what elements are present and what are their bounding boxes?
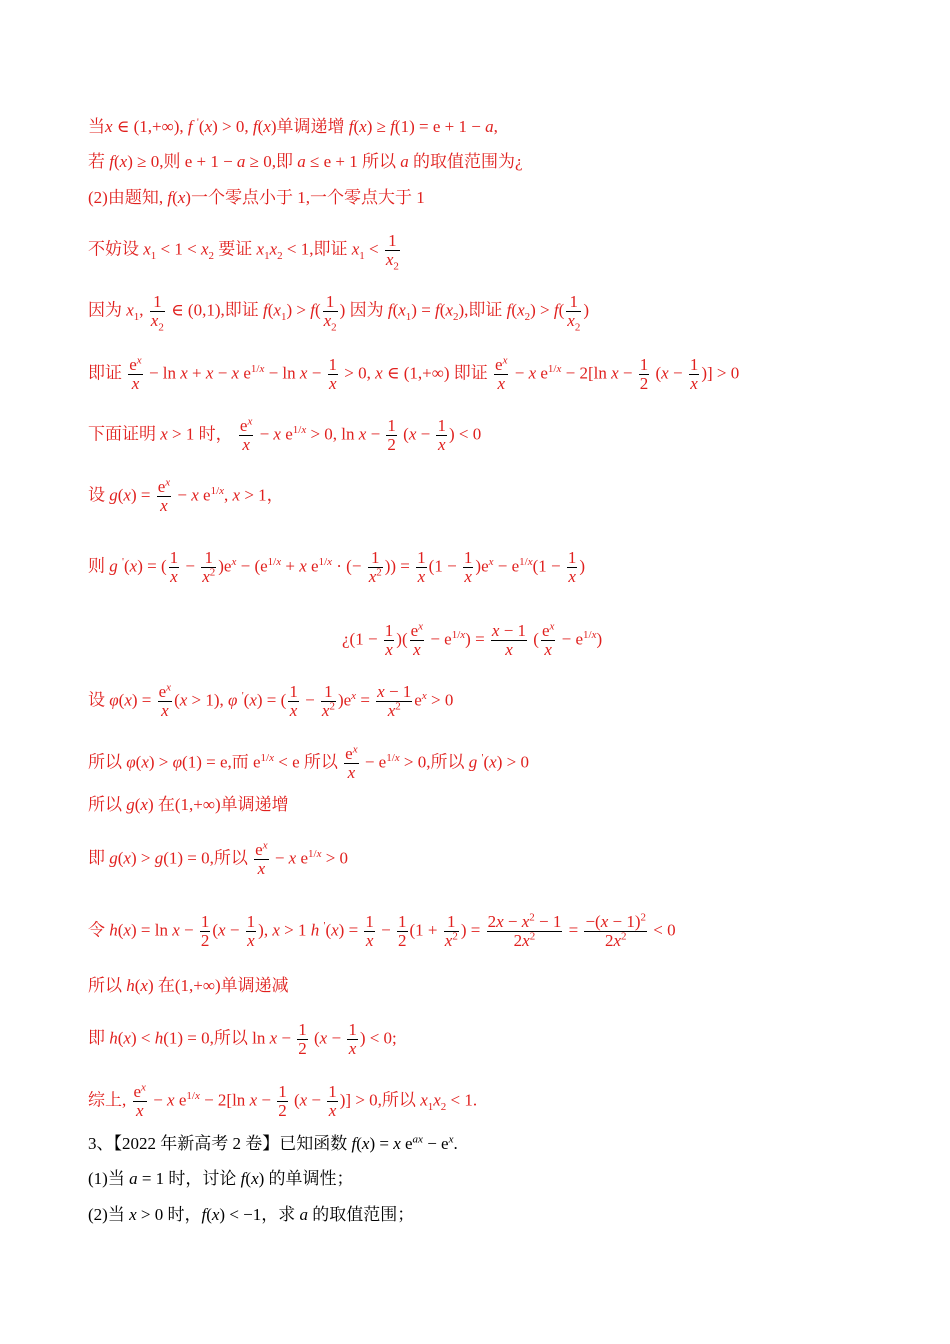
- text-line: 因为 $x_1$, $\frac{1}{x_2}$ ∈ (0,1),即证 $f(x_1) > f$( $\frac{1}{x_2}$ ) 因为 $f(x_1) = f(x_2)$,即证 $f(x_2) > f$( $\frac{1}{x_2}$ ): [88, 292, 589, 334]
- text-line: 所以 g(x) 在(1,+∞)单调递增: [88, 795, 289, 814]
- text-line: (2)由题知, f(x)一个零点小于 1,一个零点大于 1: [88, 188, 425, 207]
- text-line: 综上, $\frac{e^x}{x}$ − x $e^{1/x} - 2[\ln$ x − $\frac{1}{2}$ (x − $\frac{1}{x}$ )] > 0,所以 $x_1x_2 < 1$.: [88, 1081, 478, 1120]
- text-line: 3、【2022 年新高考 2 卷】已知函数 f(x) = x $e^{ax} - e^x$.: [88, 1133, 458, 1153]
- text-line: 若 f(x) ≥ 0,则 e + 1 − a ≥ 0,即 a ≤ e + 1 所以 a 的取值范围为¿: [88, 152, 523, 171]
- text-line: 当x ∈ (1,+∞), f '(x) > 0, f(x)单调递增 f(x) ≥ f(1) = e + 1 − a,: [88, 116, 498, 136]
- text-line: (1)当 a = 1 时，讨论 f(x) 的单调性；: [88, 1169, 354, 1188]
- text-line: (2)当 x > 0 时，f(x) < −1，求 a 的取值范围；: [88, 1205, 415, 1224]
- text-line: 所以 h(x) 在(1,+∞)单调递减: [88, 976, 289, 995]
- text-line: 即 h(x) < h(1) = 0,所以 ln x − $\frac{1}{2}$ (x − $\frac{1}{x}$ ) < 0;: [88, 1020, 397, 1058]
- text-line: 即 g(x) > g(1) = 0,所以 $\frac{e^x}{x}$ − x $e^{1/x} > 0$: [88, 839, 349, 878]
- text-line: ¿(1 − $\frac{1}{x}$ )( $\frac{e^x}{x}$ − $e^{1/x}$) = $\frac{x - 1}{x}$ ( $\frac{e^x}{x}$ − $e^{1/x}$): [342, 620, 603, 659]
- text-line: 令 h(x) = ln x − $\frac{1}{2}$ (x − $\frac{1}{x}$ ), x > 1 h '(x) = $\frac{1}{x}$ − $\frac{1}{2}$ (1 + $\frac{1}{x^2}$ ) = $\frac{2x - x^2 - 1}{2x^2}$ = $\frac{-(x - 1)^2}{2x^2}$ < 0: [88, 911, 676, 950]
- text-line: 不妨设 $x_1 < 1 < x_2$ 要证 $x_1x_2 < 1$,即证 $x_1$ < $\frac{1}{x_2}$: [88, 231, 399, 273]
- text-line: 即证 $\frac{e^x}{x}$ − ln x + x − x $e^{1/x} - \ln x$ − $\frac{1}{x}$ > 0, x ∈ (1,+∞) 即证 $\frac{e^x}{x}$ − x $e^{1/x} - 2[\ln$ x − $\frac{1}{2}$ (x − $\frac{1}{x}$ )] > 0: [88, 354, 740, 393]
- text-line: 下面证明 x > 1 时， $\frac{e^x}{x}$ − x $e^{1/x} > 0$, ln x − $\frac{1}{2}$ (x − $\frac{1}{x}$ ) < 0: [88, 415, 482, 454]
- text-line: 设 g(x) = $\frac{e^x}{x}$ − x $e^{1/x}$, x > 1，: [88, 476, 284, 515]
- text-line: 则 g '(x) = ( $\frac{1}{x}$ − $\frac{1}{x^2}$ )$e^x - (e^{1/x} + x$ $e^{1/x}$ · (− $\frac{1}{x^2}$ )) = $\frac{1}{x}$ (1 − $\frac{1}{x}$ )$e^x - e^{1/x}(1$ − $\frac{1}{x}$ ): [88, 548, 586, 586]
- text-line: 设 φ(x) = $\frac{e^x}{x}$ (x > 1), φ '(x) = ( $\frac{1}{x}$ − $\frac{1}{x^2}$ )$e^x$ = $\frac{x - 1}{x^2}$ $e^x > 0$: [88, 681, 454, 720]
- text-line: 所以 φ(x) > φ(1) = e,而 $e^{1/x} < e$ 所以 $\frac{e^x}{x}$ − $e^{1/x} > 0$,所以 g '(x) > 0: [88, 743, 529, 782]
